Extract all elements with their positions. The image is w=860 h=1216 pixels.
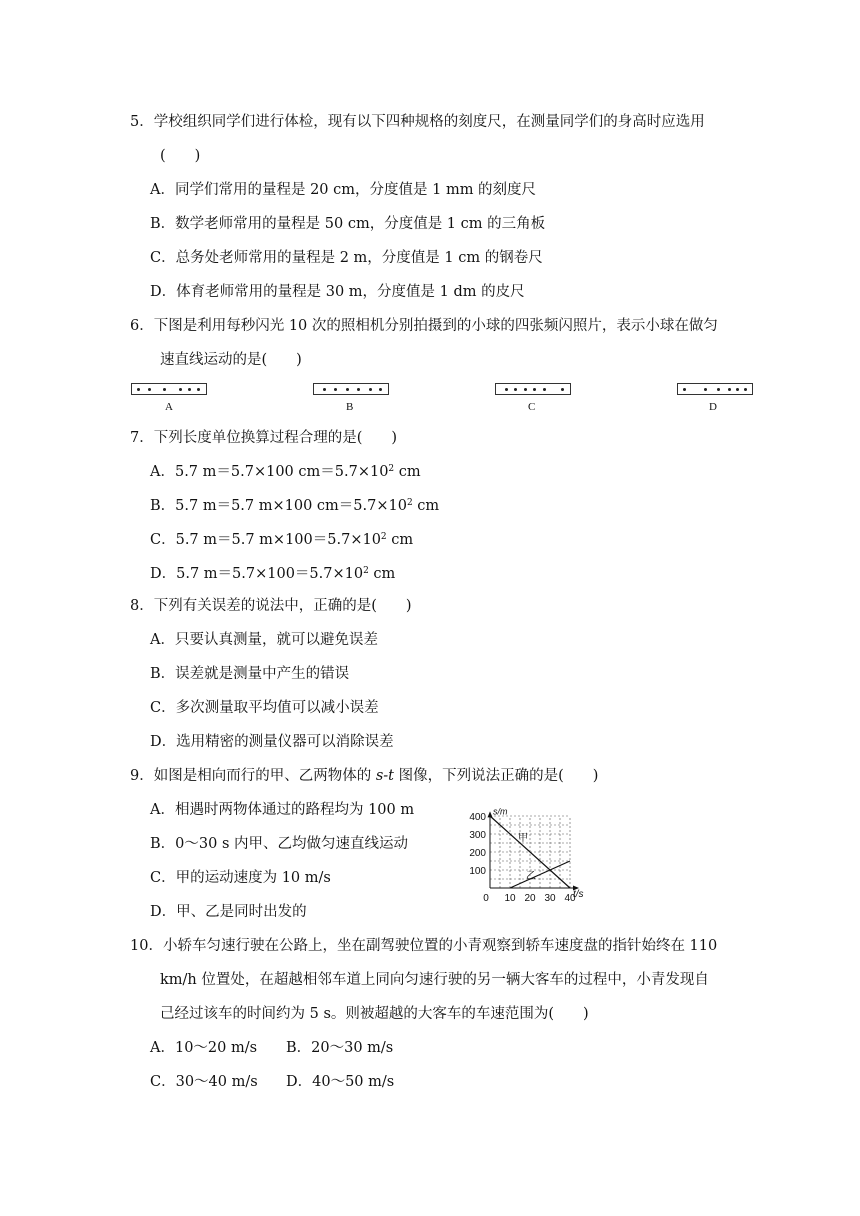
graph-label-jia: 甲 — [518, 833, 528, 845]
q9-stem: 9．如图是相向而行的甲、乙两物体的 s-t 图像，下列说法正确的是( ) — [130, 768, 599, 784]
photo-b-dot-4 — [357, 388, 360, 391]
q7-option-d: D．5.7 $m=5.7\times 100=5.7\times 10^2$ cm — [150, 566, 396, 582]
photo-b-dot-5 — [369, 388, 372, 391]
photo-c-dot-6 — [561, 388, 564, 391]
q5-option-d: D．体育老师常用的量程是 30 m，分度值是 1 dm 的皮尺 — [150, 284, 525, 300]
q10-option-b: B．20～30 m/s — [286, 1040, 394, 1056]
q8-option-c: C．多次测量取平均值可以减小误差 — [150, 700, 379, 716]
q6-stem: 6．下图是利用每秒闪光 10 次的照相机分别拍摄到的小球的四张频闪照片，表示小球在做匀 — [130, 318, 718, 334]
photo-strip-c — [495, 383, 571, 395]
q8-option-b: B．误差就是测量中产生的错误 — [150, 666, 350, 682]
q10-line-3: 己经过该车的时间约为 5 s。则被超越的大客车的车速范围为( ) — [160, 1006, 589, 1022]
q5-stem: 5．学校组织同学们进行体检，现有以下四种规格的刻度尺，在测量同学们的身高时应选用 — [130, 114, 705, 130]
photo-b-dot-6 — [379, 388, 382, 391]
graph-x-tick-40: 40 — [564, 893, 576, 904]
q6-stem-continued: 速直线运动的是( ) — [160, 352, 302, 368]
graph-x-axis-label: t/s — [573, 889, 584, 900]
q9-option-a: A．相遇时两物体通过的路程均为 100 m — [150, 802, 415, 818]
photo-c-dot-5 — [543, 388, 546, 391]
photo-c-dot-4 — [533, 388, 536, 391]
photo-label-c: C — [528, 401, 536, 413]
q9-option-b: B．0～30 s 内甲、乙均做匀速直线运动 — [150, 836, 408, 852]
q5-option-a: A．同学们常用的量程是 20 cm，分度值是 1 mm 的刻度尺 — [150, 182, 537, 198]
photo-a-dot-5 — [188, 388, 191, 391]
graph-label-yi: 乙 — [526, 871, 536, 882]
photo-strip-a — [131, 383, 207, 395]
q7-option-c: C．5.7 m＝5.7 $m\times 100=5.7\times 10^2$ cm — [150, 532, 414, 548]
graph-x-tick-0: 0 — [483, 893, 489, 904]
q5-answer-paren: ( ) — [160, 148, 201, 164]
graph-y-tick-400: 400 — [469, 812, 486, 823]
photo-b-dot-3 — [346, 388, 349, 391]
photo-d-dot-2 — [704, 388, 707, 391]
q10-option-c: C．30～40 m/s — [150, 1074, 258, 1090]
photo-a-dot-4 — [179, 388, 182, 391]
q7-option-b: B．5.7 m＝5.7 m×100 $cm=5.7\times 10^2$ cm — [150, 498, 440, 514]
photo-a-dot-1 — [137, 388, 140, 391]
q8-option-a: A．只要认真测量，就可以避免误差 — [150, 632, 378, 648]
photo-b-dot-2 — [334, 388, 337, 391]
q8-stem: 8．下列有关误差的说法中，正确的是( ) — [130, 598, 412, 614]
photo-label-d: D — [709, 401, 717, 413]
photo-d-dot-6 — [744, 388, 747, 391]
photo-label-b: B — [346, 401, 354, 413]
q10-line-1: 10．小轿车匀速行驶在公路上，坐在副驾驶位置的小青观察到轿车速度盘的指针始终在 110 — [130, 938, 718, 954]
graph-x-tick-10: 10 — [504, 893, 516, 904]
q5-option-b: B．数学老师常用的量程是 50 cm，分度值是 1 cm 的三角板 — [150, 216, 546, 232]
q10-line-2: km/h 位置处，在超越相邻车道上同向匀速行驶的另一辆大客车的过程中，小青发现自 — [160, 972, 709, 988]
graph-x-tick-30: 30 — [544, 893, 556, 904]
q8-option-d: D．选用精密的测量仪器可以消除误差 — [150, 734, 394, 750]
photo-d-dot-4 — [728, 388, 731, 391]
q9-option-d: D．甲、乙是同时出发的 — [150, 904, 307, 920]
q9-option-c: C．甲的运动速度为 10 m/s — [150, 870, 331, 886]
q7-option-a: A．5.7 m＝5.7×100 $cm=5.7\times 10^2$ cm — [150, 464, 421, 480]
photo-a-dot-2 — [148, 388, 151, 391]
graph-y-tick-300: 300 — [469, 830, 486, 841]
graph-x-tick-20: 20 — [524, 893, 536, 904]
q10-option-a: A．10～20 m/s — [150, 1040, 258, 1056]
graph-y-tick-200: 200 — [469, 848, 486, 859]
photo-b-dot-1 — [323, 388, 326, 391]
photo-d-dot-1 — [683, 388, 686, 391]
photo-c-dot-2 — [514, 388, 517, 391]
photo-label-a: A — [165, 401, 173, 413]
photo-a-dot-3 — [163, 388, 166, 391]
photo-strip-b — [313, 383, 389, 395]
photo-a-dot-6 — [197, 388, 200, 391]
s-t-graph — [462, 800, 592, 910]
photo-d-dot-5 — [736, 388, 739, 391]
photo-strip-d — [677, 383, 753, 395]
graph-y-axis-label: s/m — [493, 806, 508, 817]
q5-option-c: C．总务处老师常用的量程是 2 m，分度值是 1 cm 的钢卷尺 — [150, 250, 543, 266]
q7-stem: 7．下列长度单位换算过程合理的是( ) — [130, 430, 398, 446]
photo-c-dot-3 — [524, 388, 527, 391]
photo-c-dot-1 — [505, 388, 508, 391]
graph-y-tick-100: 100 — [469, 866, 486, 877]
photo-d-dot-3 — [717, 388, 720, 391]
q10-option-d: D．40～50 m/s — [286, 1074, 395, 1090]
